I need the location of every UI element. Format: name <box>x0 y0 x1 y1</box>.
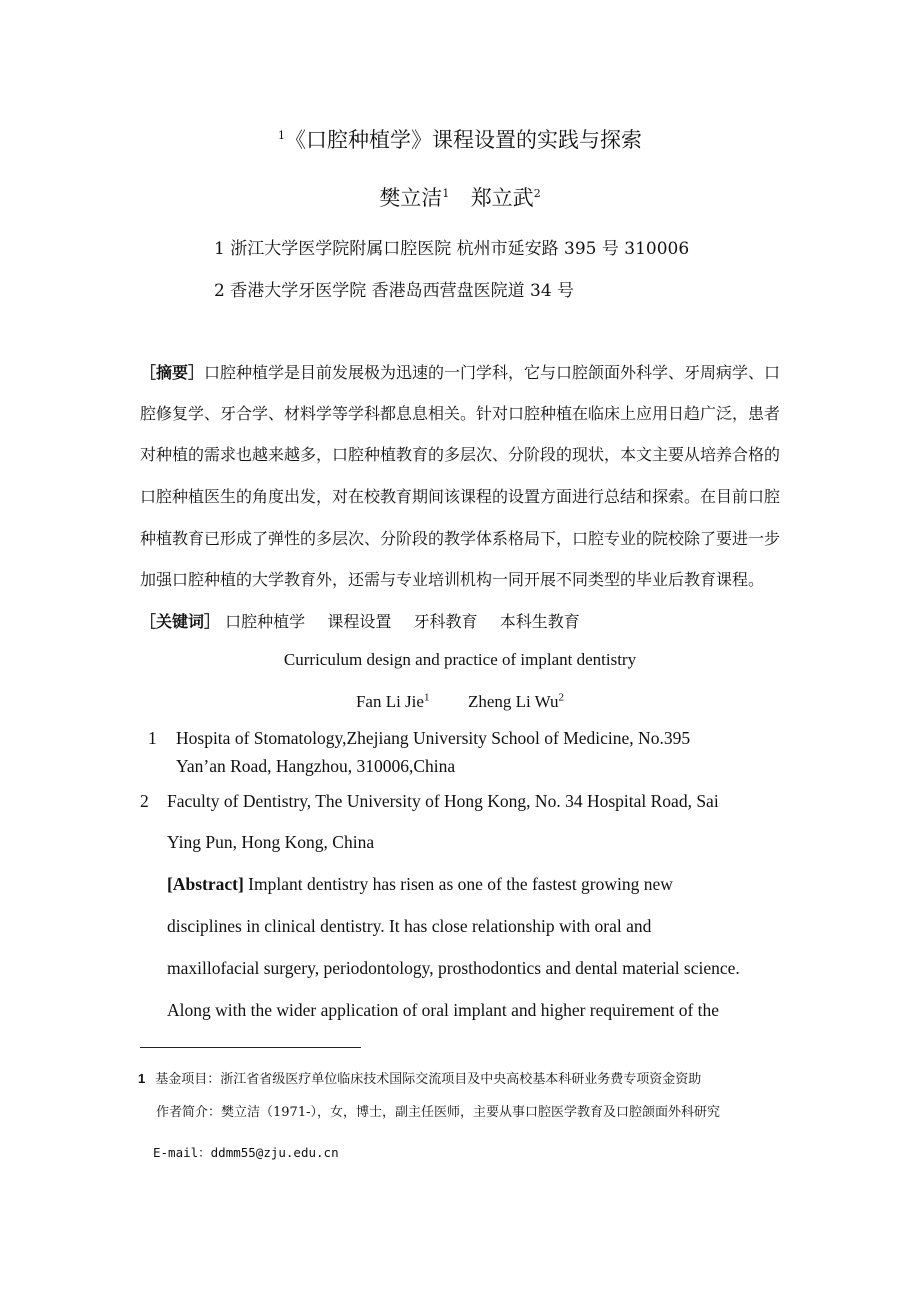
author-1-sup: 1 <box>442 187 450 200</box>
footnote-1 <box>138 1068 701 1087</box>
abstract-cn-line-5: 种植教育已形成了弹性的多层次、分阶段的教学体系格局下，口腔专业的院校除了要进一步 <box>140 529 781 548</box>
footnote-funding: 基金项目：浙江省省级医疗单位临床技术国际交流项目及中央高校基本科研业务费专项资金资助 <box>155 1072 702 1087</box>
affiliation-en-2-number: 2 <box>140 791 149 811</box>
abstract-cn-line-6: 加强口腔种植的大学教育外，还需与专业培训机构一同开展不同类型的毕业后教育课程。 <box>140 570 765 589</box>
footnote-divider <box>140 1047 361 1048</box>
author-1-cn: 樊立洁 <box>379 186 443 210</box>
affiliation-en-2-line-1: Faculty of Dentistry, The University of Hong Kong, No. 34 Hospital Road, Sai <box>167 791 719 811</box>
footnote-marker: 1 <box>138 1071 146 1086</box>
author-2-sup: 2 <box>533 187 541 200</box>
author-1-en: Fan Li Jie <box>355 692 424 711</box>
affiliation-cn-2: 2 香港大学牙医学院 香港岛西营盘医院道 34 号 <box>214 281 575 301</box>
abstract-cn-line-2: 腔修复学、牙合学、材料学等学科都息息相关。针对口腔种植在临床上应用日趋广泛，患者 <box>140 404 781 423</box>
keyword-4: 本科生教育 <box>499 612 580 631</box>
abstract-en-line-2: disciplines in clinical dentistry. It has close relationship with oral and <box>167 916 652 936</box>
keyword-2: 课程设置 <box>327 612 392 631</box>
abstract-cn-line-1: ［摘要］口腔种植学是目前发展极为迅速的一门学科，它与口腔颌面外科学、牙周病学、口 <box>140 363 781 382</box>
abstract-cn-line-3: 对种植的需求也越来越多，口腔种植教育的多层次、分阶段的现状，本文主要从培养合格的 <box>140 445 781 464</box>
footnote-bio: 作者简介：樊立洁（1971-），女，博士，副主任医师，主要从事口腔医学教育及口腔颌面外科研究 <box>156 1105 720 1120</box>
affiliation-en-1-line-1: Hospita of Stomatology,Zhejiang University School of Medicine, No.395 <box>176 728 691 748</box>
keyword-1: 口腔种植学 <box>225 612 306 631</box>
abstract-en-line-3: maxillofacial surgery, periodontology, prosthodontics and dental material science. <box>167 958 740 978</box>
affiliation-en-1-line-2: Yan’an Road, Hangzhou, 310006,China <box>176 756 456 776</box>
title-footnote-marker: 1 <box>278 129 285 142</box>
abstract-en-line-1: [Abstract] Implant dentistry has risen as one of the fastest growing new <box>167 874 673 894</box>
keyword-3: 牙科教育 <box>413 612 478 631</box>
page-title <box>0 124 920 154</box>
title-text: 《口腔种植学》课程设置的实践与探索 <box>285 128 642 152</box>
author-2-cn: 郑立武 <box>470 186 534 210</box>
authors-en: Fan Li Jie$^1$ Zheng Li Wu$^2$ <box>355 691 565 711</box>
affiliation-en-2-line-2: Ying Pun, Hong Kong, China <box>167 832 375 852</box>
english-title: Curriculum design and practice of implant dentistry <box>283 650 637 669</box>
author-2-en: Zheng Li Wu <box>467 692 559 711</box>
affiliation-en-1-number: 1 <box>148 728 157 748</box>
abstract-cn-label: ［摘要］ <box>140 363 205 382</box>
affiliation-cn-1: 1 浙江大学医学院附属口腔医院 杭州市延安路 395 号 310006 <box>214 239 690 259</box>
abstract-en-line-4: Along with the wider application of oral implant and higher requirement of the <box>167 1000 720 1020</box>
authors-cn <box>0 182 920 212</box>
abstract-cn-line-4: 口腔种植医生的角度出发，对在校教育期间该课程的设置方面进行总结和探索。在目前口腔 <box>140 487 781 506</box>
abstract-en-label: [Abstract] <box>167 874 244 894</box>
keywords-cn <box>140 609 782 632</box>
footnote-email: E-mail：ddmm55@zju.edu.cn <box>153 1145 339 1160</box>
keywords-cn-label: ［关键词］ <box>140 612 221 631</box>
